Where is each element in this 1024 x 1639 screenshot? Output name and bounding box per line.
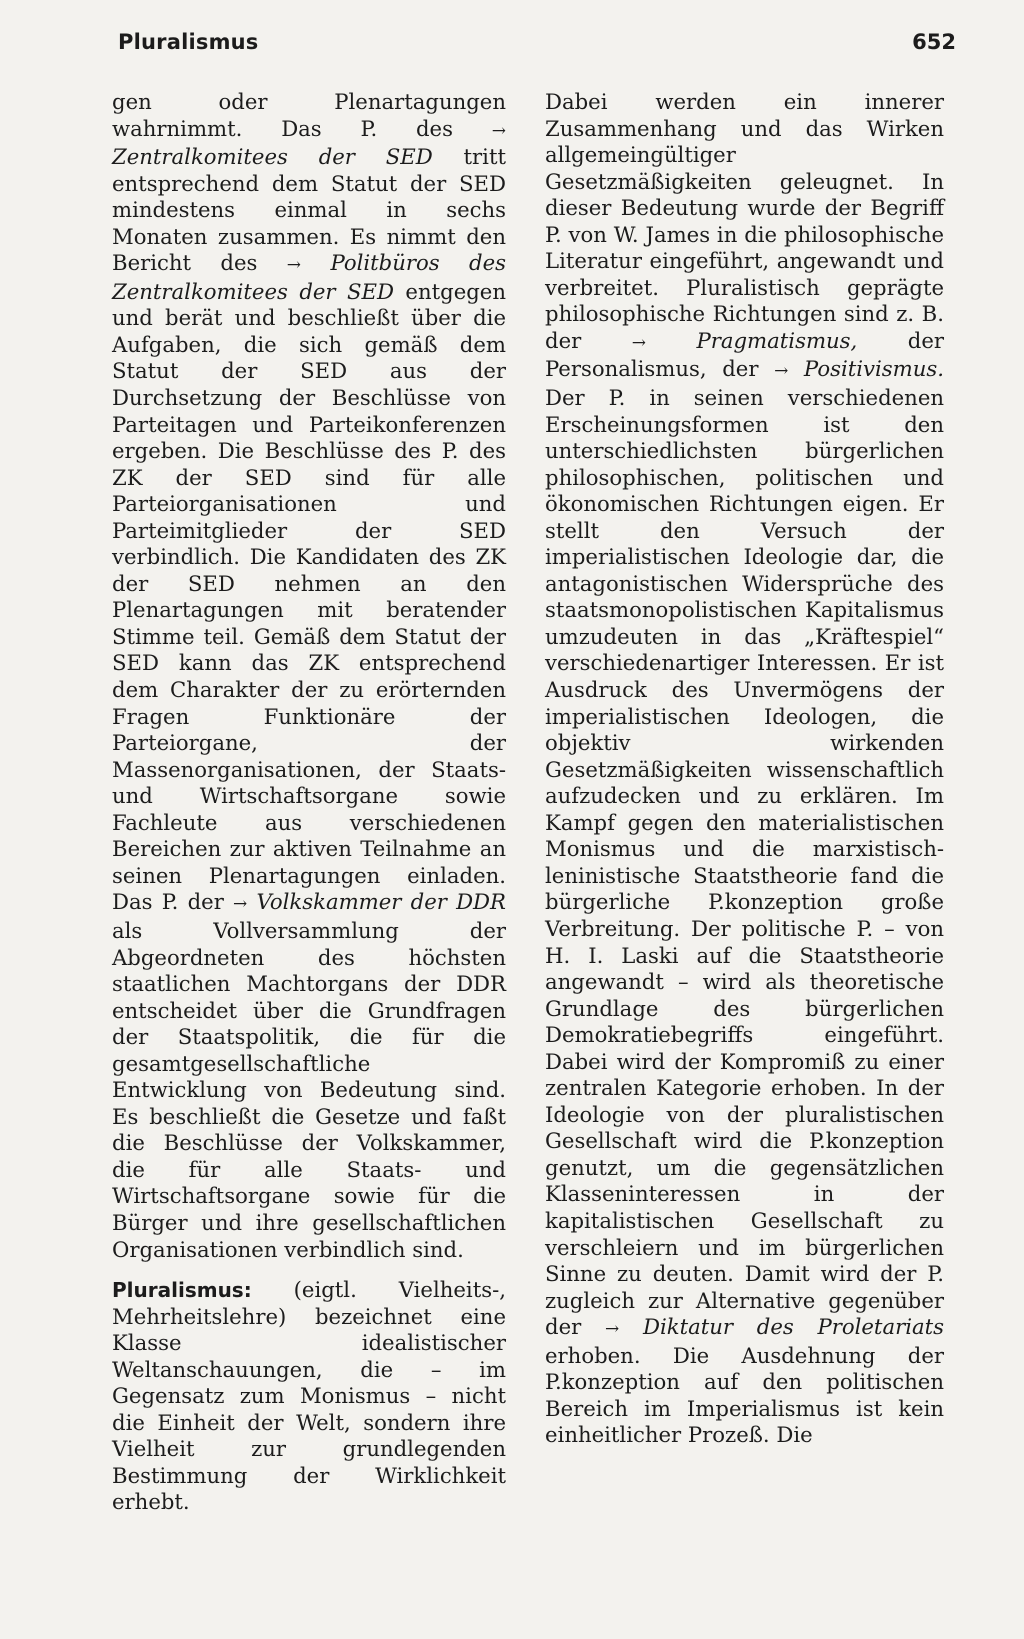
paragraph-plenum: [112, 89, 506, 1263]
text-run: als Vollversammlung der Abgeordneten des höchsten staatlichen Machtorgans der DDR entscheidet über die Grundfragen der Staatspolitik, die für die gesamtgesellschaftliche Entwicklung von Bedeutung sind. Es beschließt die Gesetze und faßt die Beschlüsse der Volkskammer, die für alle Staats- und Wirtschaftsorgane sowie für die Bürger und ihre gesellschaftlichen Organisationen verbindlich sind.: [112, 917, 506, 1262]
cross-reference-positivismus: Positivismus.: [788, 356, 944, 382]
cross-reference-diktatur-des-proletariats: Diktatur des Proletariats: [619, 1314, 944, 1340]
text-run: der Personalismus, der: [545, 327, 945, 382]
cross-reference-zentralkomitee: Zentralkomitees der SED: [112, 144, 433, 170]
cross-reference-arrow-icon: →: [631, 332, 646, 353]
text-run: erhoben. Die Ausdehnung der P.konzeption auf den politischen Bereich im Imperialismus ist kein einheitlicher Prozeß. Die: [545, 1342, 944, 1448]
cross-reference-politbuero: Politbüros des Zentralkomitees der SED: [112, 250, 506, 304]
cross-reference-pragmatismus: Pragmatismus,: [645, 327, 858, 353]
entry-headword: Pluralismus:: [112, 1278, 252, 1303]
text-run: entgegen und berät und beschließt über die Aufgaben, die sich gemäß dem Statut der SED aus der Durchsetzung der Beschlüsse von Parteitagen und Parteikonferenzen ergeben. Die Beschlüsse des P. des ZK der SED sind für alle Parteiorganisationen und Parteimitglieder der SED verbindlich. Die Kandidaten des ZK der SED nehmen an den Plenartagungen mit beratender Stimme teil. Gemäß dem Statut der SED kann das ZK entsprechend dem Charakter der zu erörternden Fragen Funktionäre der Parteiorgane, der Massenorganisationen, der Staats- und Wirtschaftsorgane sowie Fachleute aus verschiedenen Bereichen zur aktiven Teilnahme an seinen Plenartagungen einladen. Das P. der: [112, 278, 506, 915]
text-run: Der P. in seinen verschiedenen Erscheinungsformen ist den unterschiedlichsten bürgerlichen philosophischen, politischen und ökonomischen Richtungen eigen. Er stellt den Versuch der imperialistischen Ideologie dar, die antagonistischen Widersprüche des staatsmonopolistischen Kapitalismus umzudeuten in das „Kräftespiel“ verschiedenartiger Interessen. Er ist Ausdruck des Unvermögens der imperialistischen Ideologen, die objektiv wirkenden Gesetzmäßigkeiten wissenschaftlich aufzudecken und zu erklären. Im Kampf gegen den materialistischen Monismus und die marxistisch-leninistische Staatstheorie fand die bürgerliche P.konzeption große Verbreitung. Der politische P. – von H. I. Laski auf die Staatstheorie angewandt – wird als theoretische Grundlage des bürgerlichen Demokratiebegriffs eingeführt. Dabei wird der Kompromiß zu einer zentralen Kategorie erhoben. In der Ideologie von der pluralistischen Gesellschaft wird die P.konzeption genutzt, um die gegensätzlichen Klasseninteressen in der kapitalistischen Gesellschaft zu verschleiern und im bürgerlichen Sinne zu deuten. Damit wird der P. zugleich zur Alternative gegenüber der: [545, 385, 944, 1340]
text-run: gen oder Plenartagungen wahrnimmt. Das P. des: [112, 89, 506, 141]
page-header: [118, 30, 956, 70]
cross-reference-arrow-icon: →: [774, 361, 789, 382]
left-column: [112, 89, 506, 1516]
cross-reference-arrow-icon: →: [233, 894, 248, 915]
page-number: 652: [912, 30, 956, 54]
right-column: [545, 89, 944, 1449]
cross-reference-arrow-icon: →: [491, 120, 506, 141]
entry-pluralismus: [112, 1277, 506, 1516]
cross-reference-arrow-icon: →: [286, 255, 302, 276]
cross-reference-arrow-icon: →: [604, 1319, 620, 1340]
text-run: Dabei werden ein innerer Zusammenhang und das Wirken allgemeingültiger Gesetzmäßigkeiten geleugnet. In dieser Bedeutung wurde der Begriff P. von W. James in die philosophische Literatur eingeführt, angewandt und verbreitet. Pluralistisch geprägte philosophische Richtungen sind z. B. der: [545, 89, 944, 353]
paragraph-pluralismus-continued: [545, 89, 944, 1449]
entry-text: (eigtl. Vielheits-, Mehrheitslehre) bezeichnet eine Klasse idealistischer Weltanschauungen, die – im Gegensatz zum Monismus – nicht die Einheit der Welt, sondern ihre Vielheit zur grundlegenden Bestimmung der Wirklichkeit erhebt.: [112, 1277, 506, 1515]
text-run: tritt entsprechend dem Statut der SED mindestens einmal in sechs Monaten zusammen. Es nimmt den Bericht des: [112, 144, 506, 276]
running-head: Pluralismus: [118, 30, 259, 54]
cross-reference-volkskammer: Volkskammer der DDR: [247, 889, 506, 915]
